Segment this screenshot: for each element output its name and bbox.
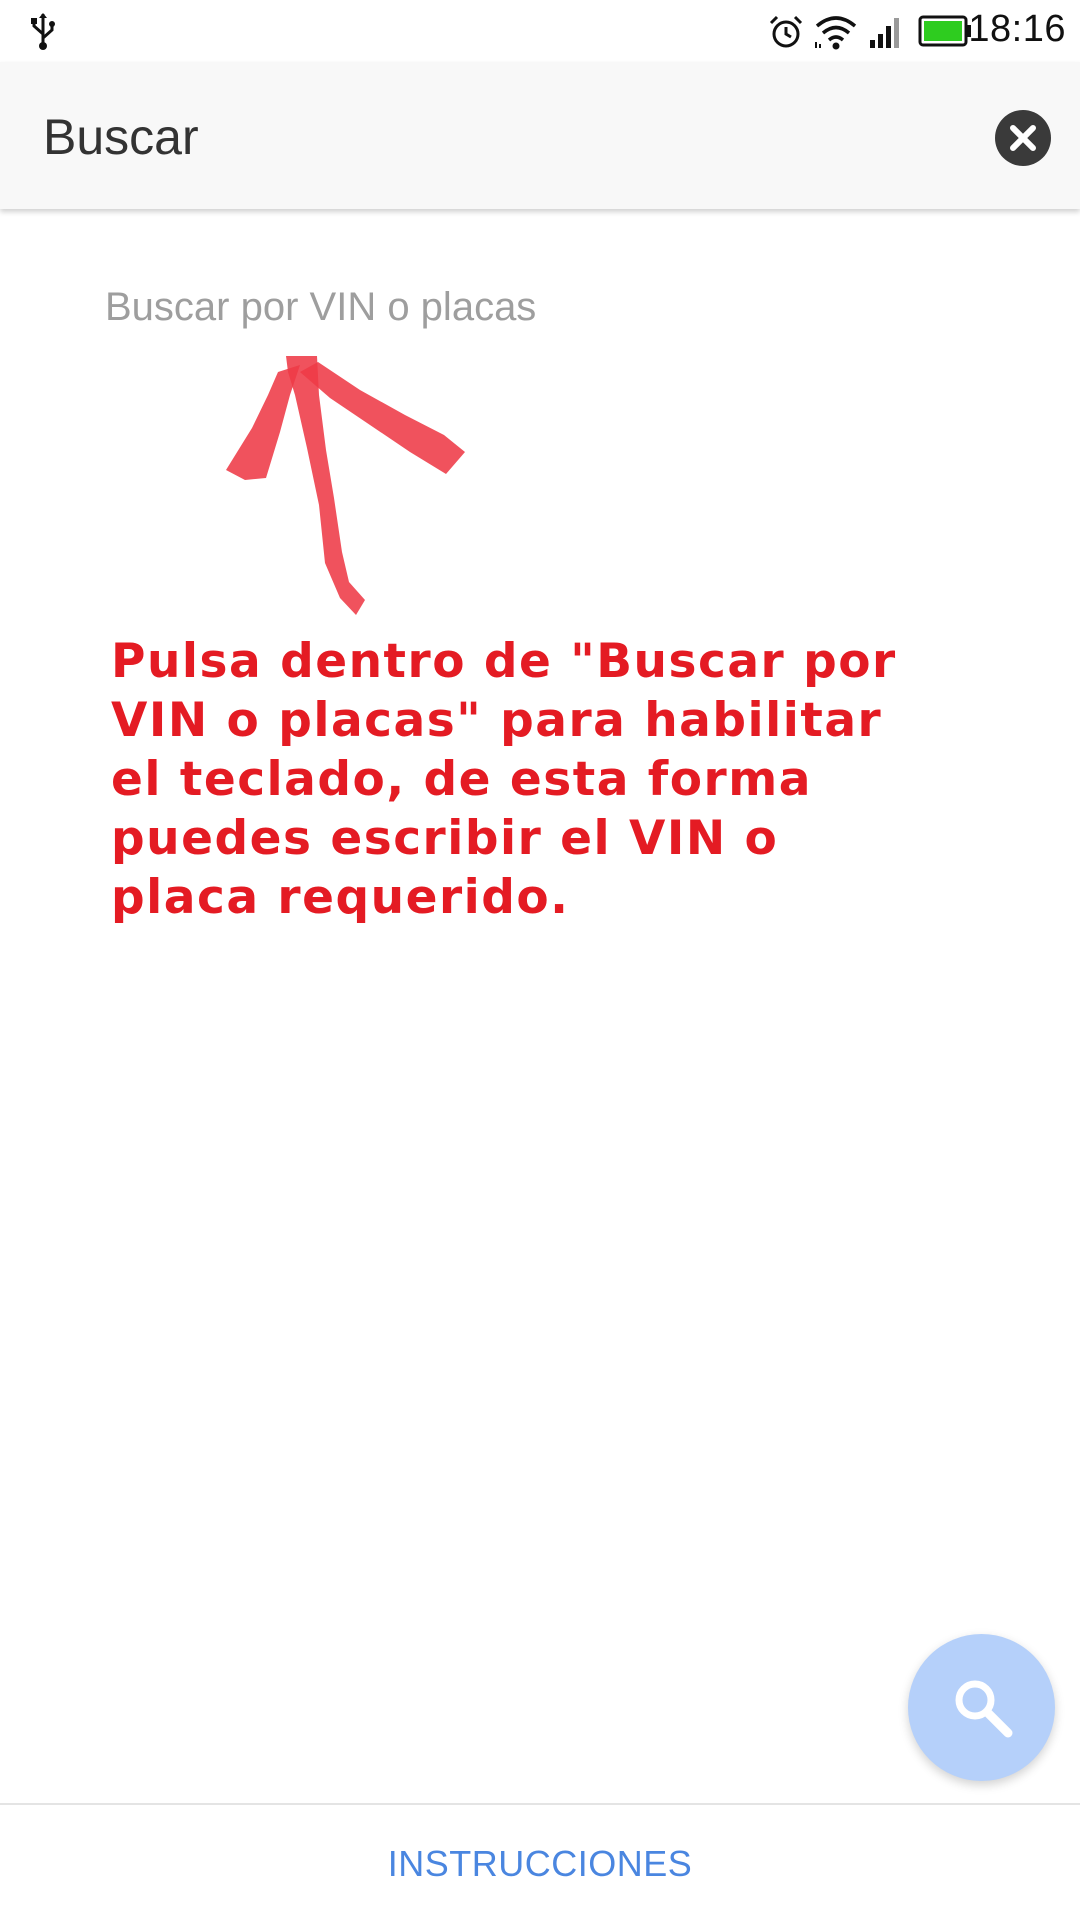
bottom-bar [0, 1803, 1080, 1920]
instructions-button[interactable]: INSTRUCCIONES [0, 1805, 1080, 1920]
page-title: Buscar [43, 109, 199, 165]
instruction-text: Pulsa dentro de "Buscar por VIN o placas" para habilitar el teclado, de esta forma puedes escribir el VIN o placa requerido. [111, 634, 897, 925]
status-time: 18:16 [968, 8, 1066, 50]
search-icon [908, 1634, 1055, 1781]
search-fab-button[interactable] [908, 1634, 1055, 1781]
